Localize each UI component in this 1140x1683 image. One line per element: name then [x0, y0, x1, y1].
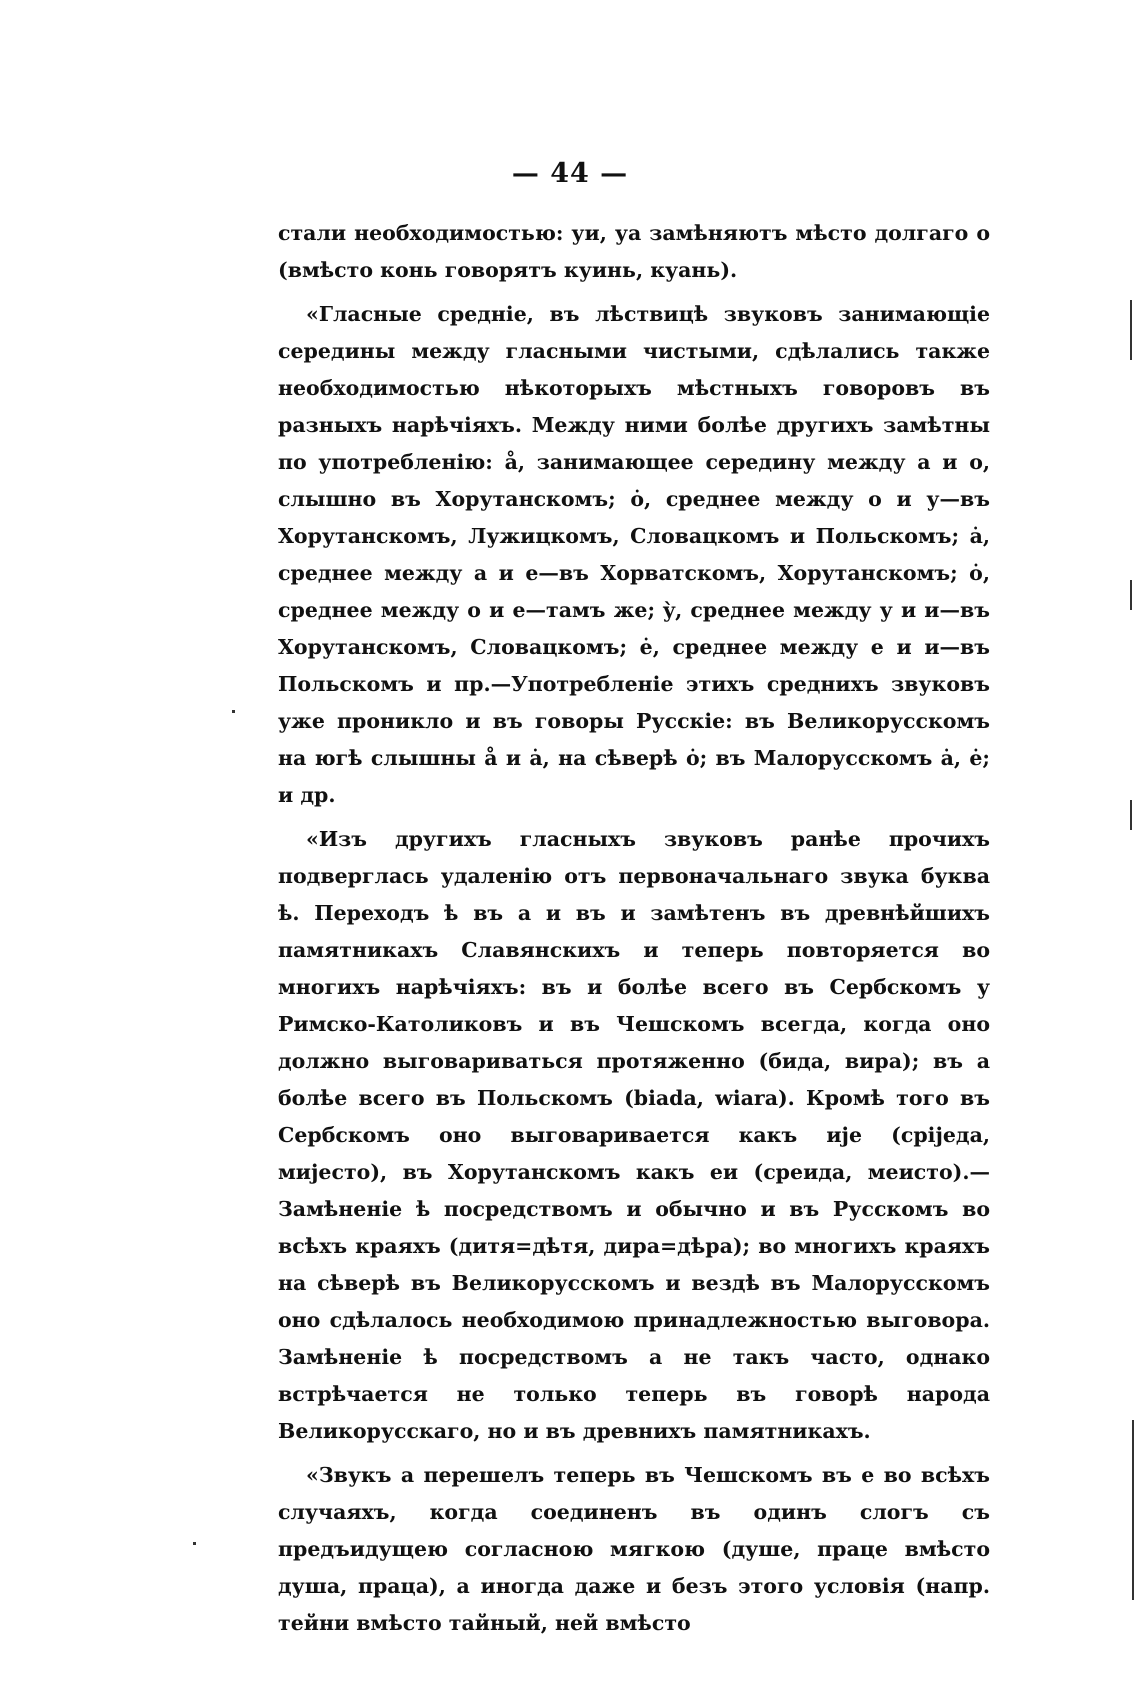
body-text [278, 215, 990, 1649]
scan-speck [232, 710, 235, 713]
scan-edge-mark [1132, 1420, 1134, 1600]
scan-edge-mark [1130, 300, 1132, 360]
scan-edge-mark [1130, 800, 1132, 830]
paragraph-yat-vowel: «Изъ другихъ гласныхъ звуковъ ранѣе прочихъ подверглась удаленію отъ первоначальнаго звука буква ѣ. Переходъ ѣ въ а и въ и замѣтенъ въ древнѣйшихъ памятникахъ Славянскихъ и теперь повторяется во многихъ нарѣчіяхъ: въ и болѣе всего въ Сербскомъ у Римско-Католиковъ и въ Чешскомъ всегда, когда оно должно выговариваться протяженно (бида, вира); въ а болѣе всего въ Польскомъ (biada, wiara). Кромѣ того въ Сербскомъ оно выговаривается какъ ије (срijеда, мијесто), въ Хорутанскомъ какъ еи (среида, меисто).—Замѣненіе ѣ посредствомъ и обычно и въ Русскомъ во всѣхъ краяхъ (дитя=дѣтя, дира=дѣра); во многихъ краяхъ на сѣверѣ въ Великорусскомъ и вездѣ въ Малорусскомъ оно сдѣлалось необходимою принадлежностью выговора. Замѣненіе ѣ посредствомъ а не такъ часто, однако встрѣчается не только теперь въ говорѣ народа Великорусскаго, но и въ древнихъ памятникахъ. [278, 827, 990, 1443]
paragraph-continuation: стали необходимостью: уи, уа замѣняютъ мѣсто долгаго о (вмѣсто конь говорятъ куинь, куань). [278, 221, 990, 282]
scan-edge-mark [1130, 580, 1132, 610]
page-number: — 44 — [511, 158, 629, 189]
paragraph-middle-vowels: «Гласные средніе, въ лѣствицѣ звуковъ занимающіе середины между гласными чистыми, сдѣлались также необходимостью нѣкоторыхъ мѣстныхъ говоровъ въ разныхъ нарѣчіяхъ. Между ними болѣе другихъ замѣтны по употребленію: å, занимающее середину между а и о, слышно въ Хорутанскомъ; ȯ, среднее между о и у—въ Хорутанскомъ, Лужицкомъ, Словацкомъ и Польскомъ; ȧ, среднее между а и е—въ Хорватскомъ, Хорутанскомъ; ȯ, среднее между о и е—тамъ же; ỳ, среднее между у и и—въ Хорутанскомъ, Словацкомъ; ė, среднее между е и и—въ Польскомъ и пр.—Употребленіе этихъ среднихъ звуковъ уже проникло и въ говоры Русскіе: въ Великорусскомъ на югѣ слышны å и ȧ, на сѣверѣ ȯ; въ Малорусскомъ ȧ, ė; и др. [278, 302, 990, 807]
scan-speck [193, 1542, 196, 1545]
paragraph-a-sound: «Звукъ а перешелъ теперь въ Чешскомъ въ е во всѣхъ случаяхъ, когда соединенъ въ одинъ слогъ съ предъидущею согласною мягкою (душе, праце вмѣсто душа, праца), а иногда даже и безъ этого условія (напр. тейни вмѣсто тайный, ней вмѣсто [278, 1463, 990, 1635]
